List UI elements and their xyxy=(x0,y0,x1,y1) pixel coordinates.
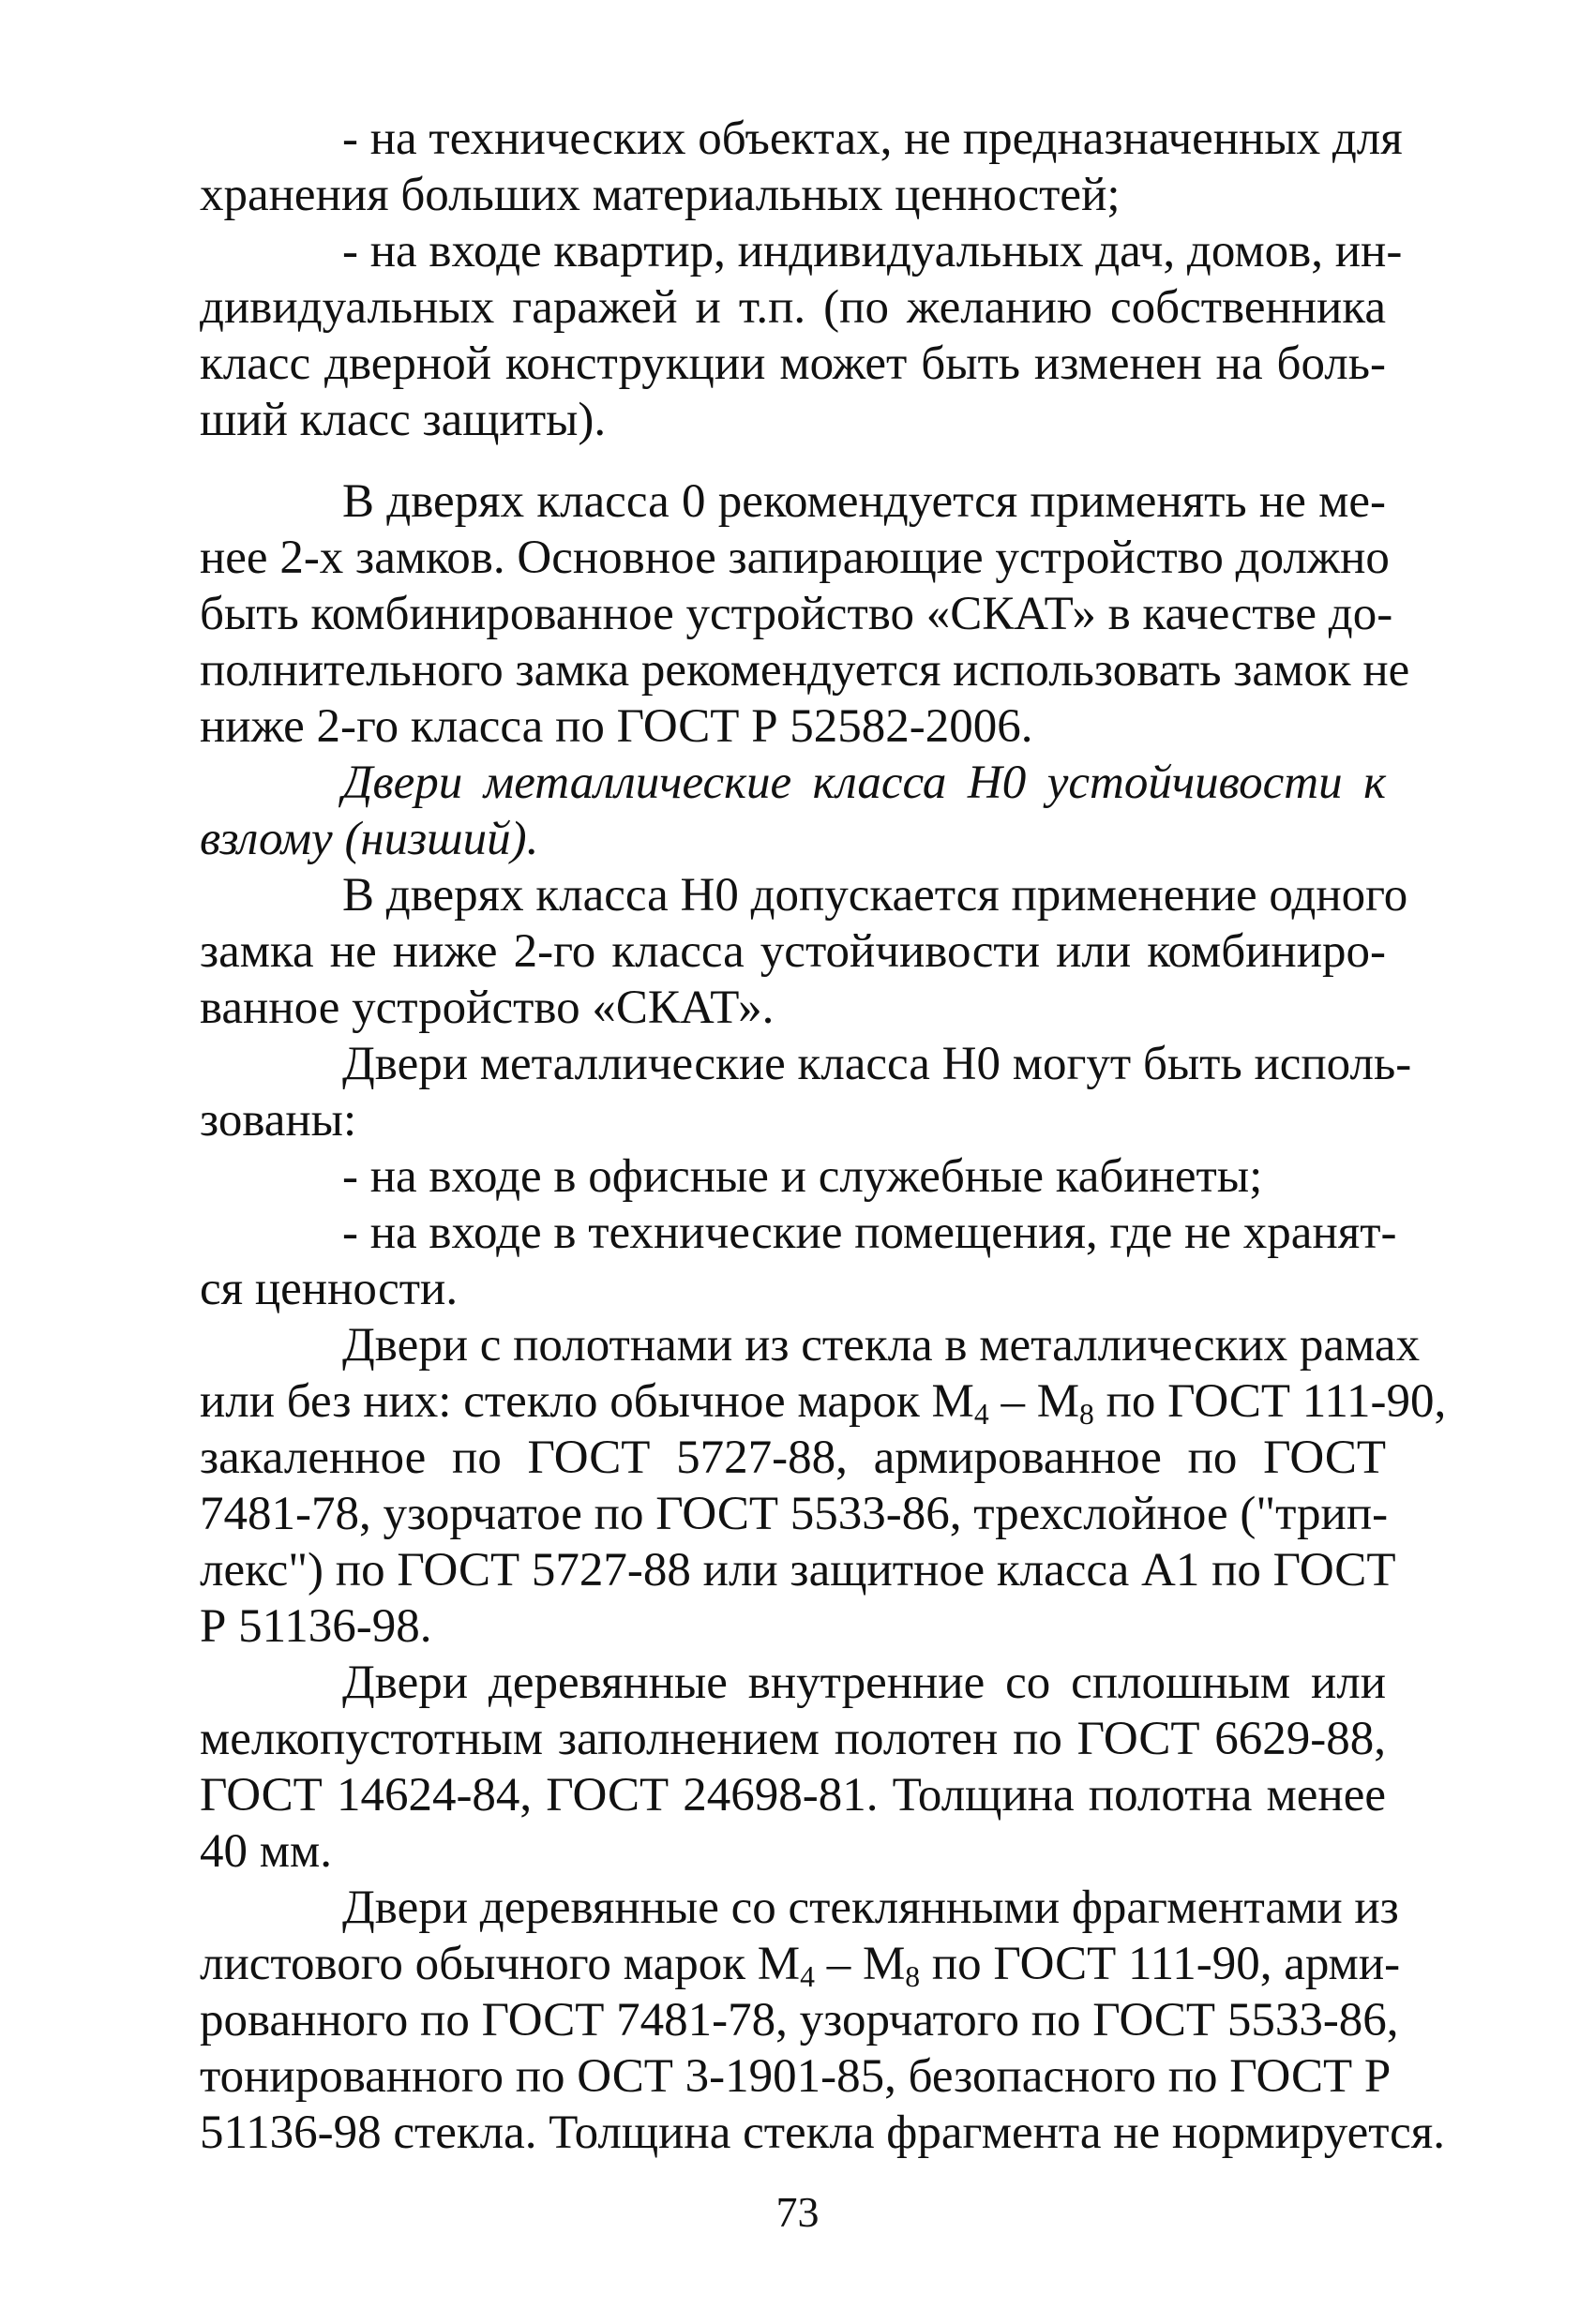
section-heading-line: взлому (низший). xyxy=(200,813,539,865)
section-heading-line: Двери металлические класса Н0 устойчивости к xyxy=(342,757,1386,809)
text-line-with-subscripts: листового обычного марок $М_4 - М_8$ по ГОСТ 111-90, арми- xyxy=(200,1938,1401,1993)
text-line: лекс") по ГОСТ 5727-88 или защитное класса А1 по ГОСТ xyxy=(200,1544,1396,1597)
text-line: дивидуальных гаражей и т.п. (по желанию собственника xyxy=(200,281,1386,334)
text-line: - на входе квартир, индивидуальных дач, домов, ин- xyxy=(342,225,1403,277)
text-line: мелкопустотным заполнением полотен по ГОСТ 6629-88, xyxy=(200,1713,1386,1765)
text-line: - на входе в технические помещения, где не хранят- xyxy=(342,1207,1397,1259)
text-line: В дверях класса 0 рекомендуется применять не ме- xyxy=(342,475,1386,528)
text-line: класс дверной конструкции может быть изменен на боль- xyxy=(200,337,1386,390)
text-line: хранения больших материальных ценностей; xyxy=(200,169,1121,221)
text-line: тонированного по ОСТ 3-1901-85, безопасного по ГОСТ Р xyxy=(200,2050,1392,2103)
text-line: Двери металлические класса Н0 могут быть исполь- xyxy=(342,1038,1412,1090)
text-line: ся ценности. xyxy=(200,1263,459,1315)
text-line: Р 51136-98. xyxy=(200,1600,432,1653)
text-line: ГОСТ 14624-84, ГОСТ 24698-81. Толщина полотна менее xyxy=(200,1769,1386,1822)
text-line: полнительного замка рекомендуется использовать замок не xyxy=(200,644,1410,697)
text-line: быть комбинированное устройство «СКАТ» в качестве до- xyxy=(200,588,1393,640)
text-line: закаленное по ГОСТ 5727-88, армированное по ГОСТ xyxy=(200,1432,1386,1484)
text-line: Двери с полотнами из стекла в металлических рамах xyxy=(342,1319,1421,1372)
text-line: В дверях класса Н0 допускается применение одного xyxy=(342,869,1408,922)
text-line: зованы: xyxy=(200,1094,357,1147)
text-line: замка не ниже 2-го класса устойчивости или комбиниро- xyxy=(200,925,1386,978)
text-line: рованного по ГОСТ 7481-78, узорчатого по ГОСТ 5533-86, xyxy=(200,1994,1399,2047)
text-line: ниже 2-го класса по ГОСТ Р 52582-2006. xyxy=(200,700,1033,753)
text-line: - на входе в офисные и служебные кабинеты; xyxy=(342,1150,1263,1203)
text-line: 40 мм. xyxy=(200,1825,333,1878)
text-line: Двери деревянные внутренние со сплошным или xyxy=(342,1657,1386,1709)
page-number: 73 xyxy=(775,2188,820,2236)
text-line: 7481-78, узорчатое по ГОСТ 5533-86, трехслойное ("трип- xyxy=(200,1488,1389,1540)
text-line: нее 2-х замков. Основное запирающие устройство должно xyxy=(200,532,1390,584)
text-line: ший класс защиты). xyxy=(200,394,607,446)
text-line: 51136-98 стекла. Толщина стекла фрагмента не нормируется. xyxy=(200,2107,1446,2159)
text-line: ванное устройство «СКАТ». xyxy=(200,982,775,1034)
text-line: - на технических объектах, не предназначенных для xyxy=(342,112,1403,165)
text-line-with-subscripts: или без них: стекло обычное марок $М_4 - М_8$ по ГОСТ 111-90, xyxy=(200,1375,1447,1431)
text-line: Двери деревянные со стеклянными фрагментами из xyxy=(342,1882,1399,1934)
